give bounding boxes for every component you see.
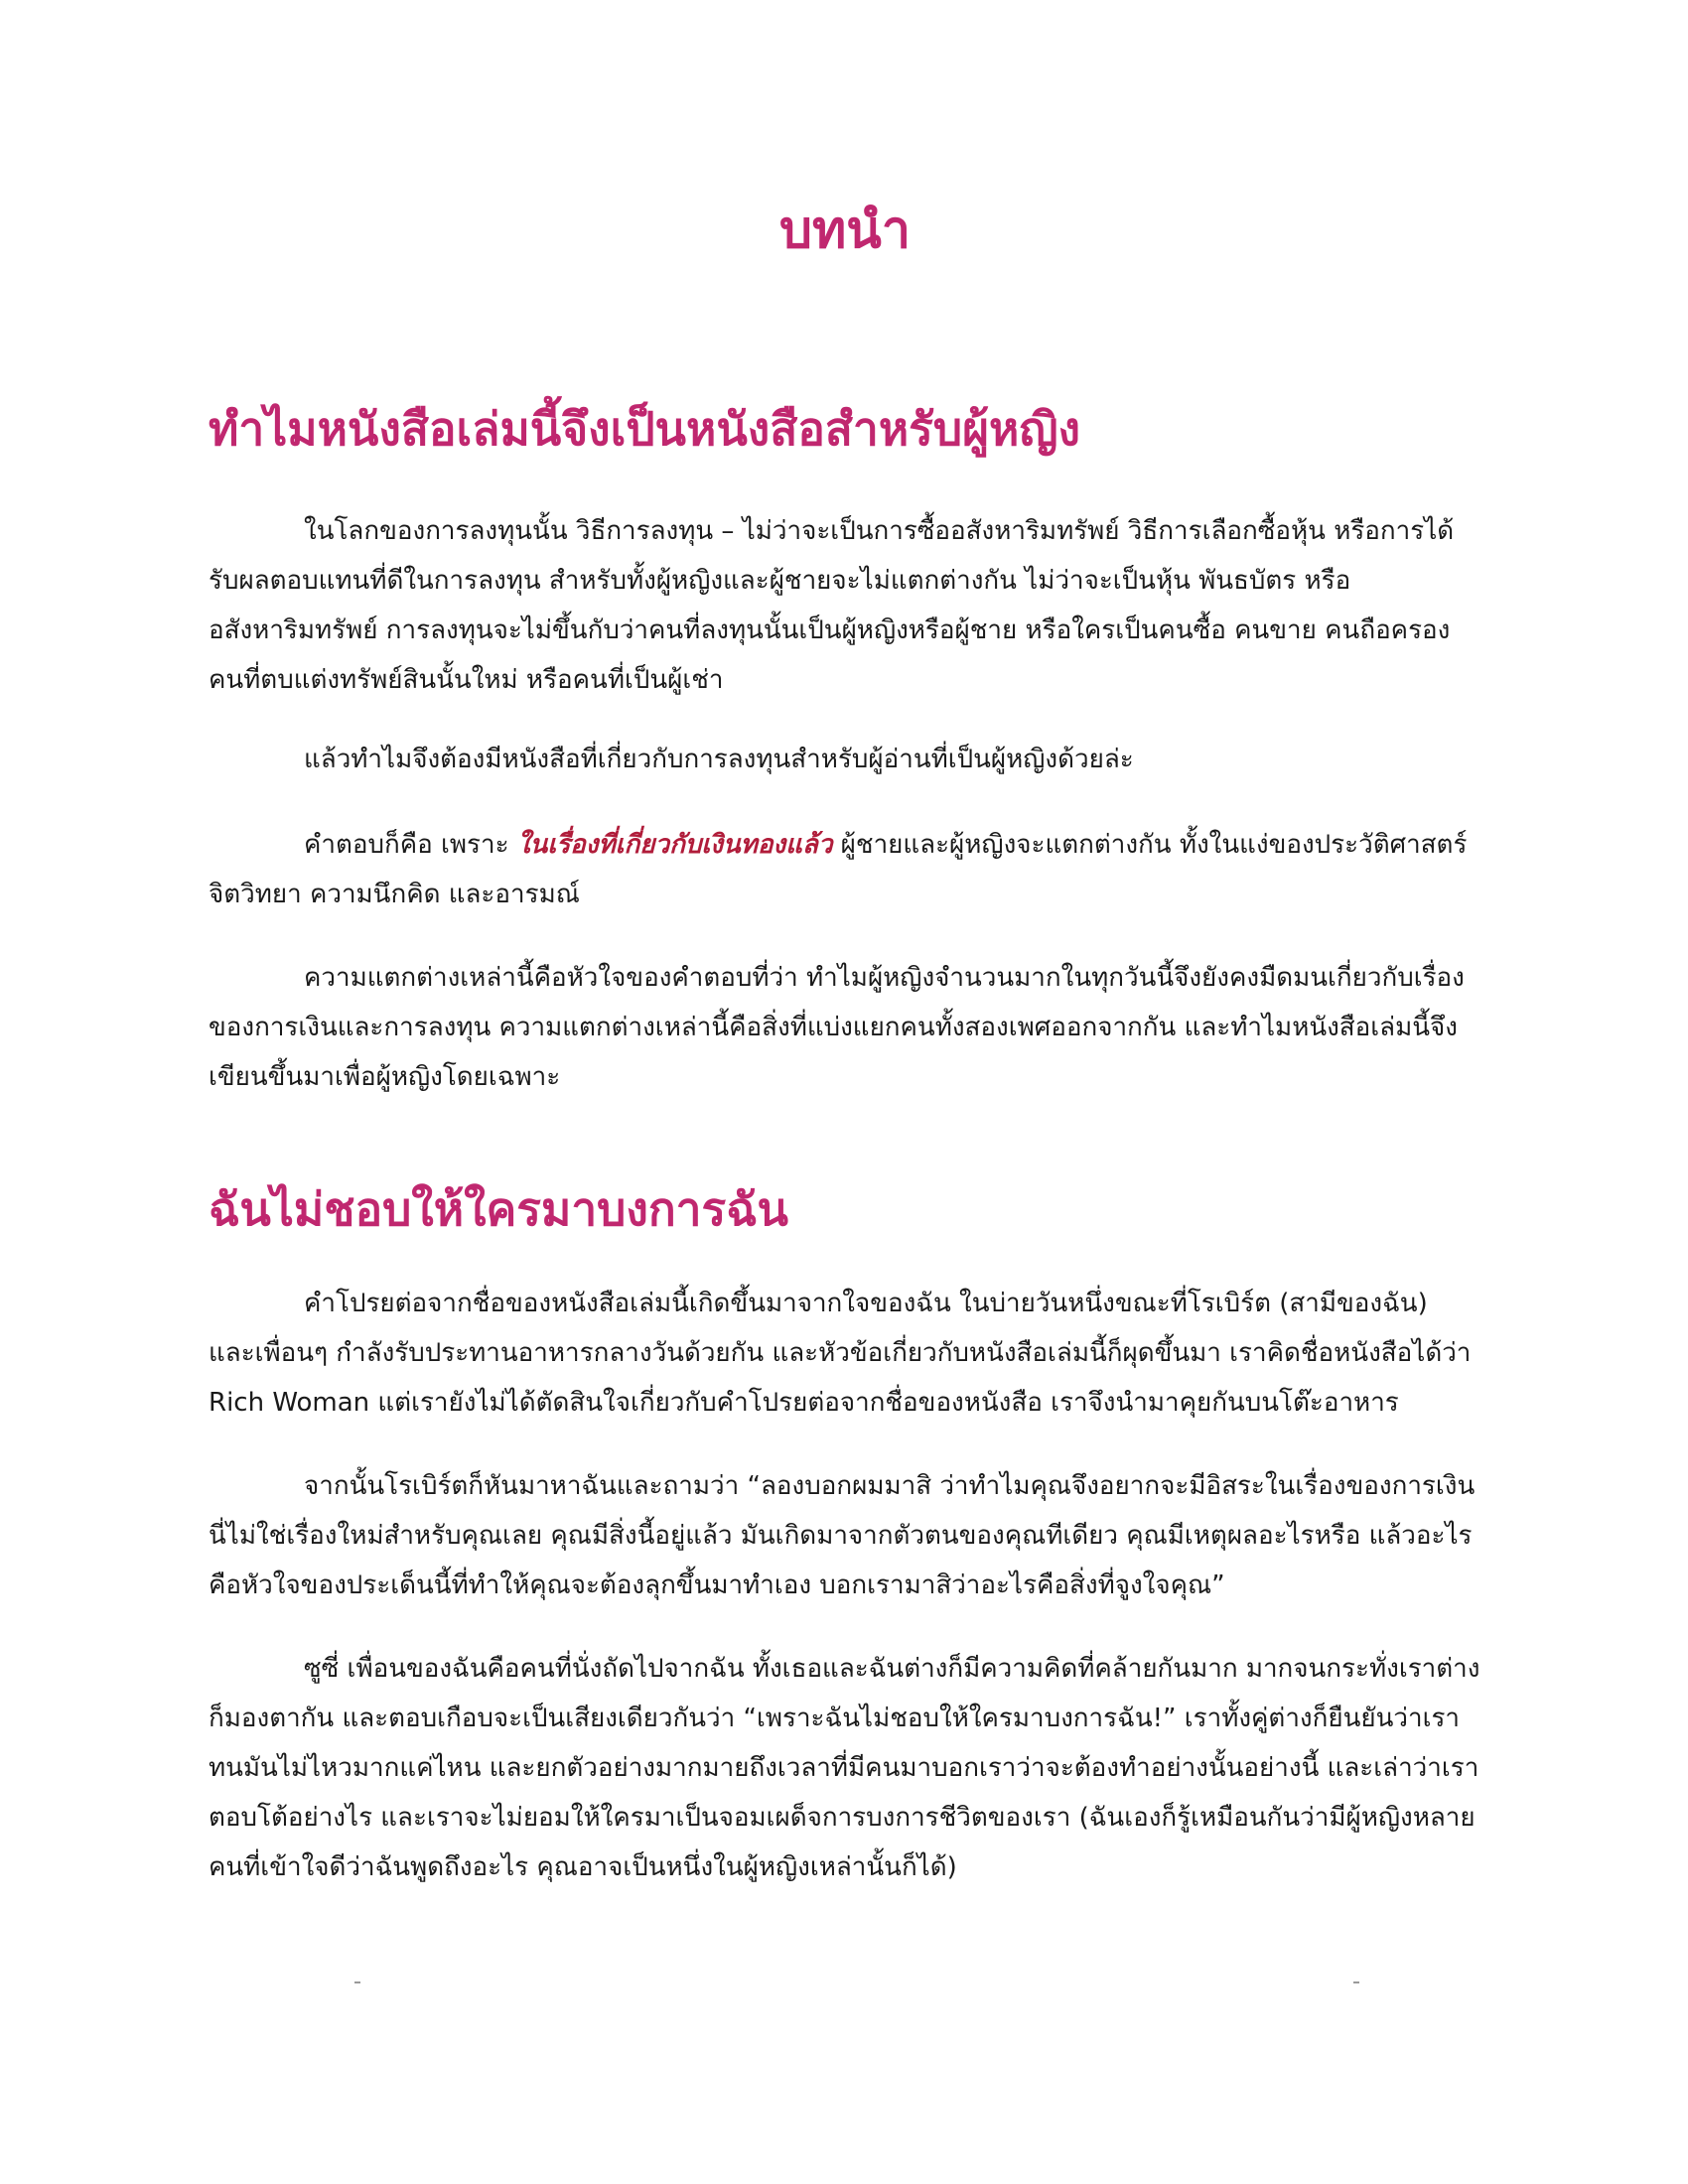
section-heading-why-women: ทำไมหนังสือเล่มนี้จึงเป็นหนังสือสำหรับผู้หญิง xyxy=(209,402,1080,456)
paragraph-investing-same: ในโลกของการลงทุนนั้น วิธีการลงทุน – ไม่ว่าจะเป็นการซื้ออสังหาริมทรัพย์ วิธีการเลือกซื้อหุ้น หรือการได้รับผลตอบแทนที่ดีในการลงทุน สำหรับทั้งผู้หญิงและผู้ชายจะไม่แตกต่างกัน ไม่ว่าจะเป็นหุ้น พันธบัตร หรืออสังหาริมทรัพย์ การลงทุนจะไม่ขึ้นกับว่าคนที่ลงทุนนั้นเป็นผู้หญิงหรือผู้ชาย หรือใครเป็นคนซื้อ คนขาย คนถือครอง คนที่ตบแต่งทรัพย์สินนั้นใหม่ หรือคนที่เป็นผู้เช่า xyxy=(209,516,1455,695)
page-mark-left xyxy=(354,1981,360,1983)
paragraph-differences: ความแตกต่างเหล่านี้คือหัวใจของคำตอบที่ว่า ทำไมผู้หญิงจำนวนมากในทุกวันนี้จึงยังคงมืดมนเกี่ยวกับเรื่องของการเงินและการลงทุน ความแตกต่างเหล่านี้คือสิ่งที่แบ่งแยกคนทั้งสองเพศออกจากกัน และทำไมหนังสือเล่มนี้จึงเขียนขึ้นมาเพื่อผู้หญิงโดยเฉพาะ xyxy=(209,963,1465,1092)
paragraph-answer xyxy=(209,820,1481,919)
answer-trailing-text: ผู้ชายและผู้หญิงจะแตกต่างกัน ทั้งในแง่ของประวัติศาสตร์ จิตวิทยา ความนึกคิด และอารมณ์ xyxy=(209,830,1468,909)
paragraph-subtitle-origin: คำโปรยต่อจากชื่อของหนังสือเล่มนี้เกิดขึ้นมาจากใจของฉัน ในบ่ายวันหนึ่งขณะที่โรเบิร์ต (สามีของฉัน) และเพื่อนๆ กำลังรับประทานอาหารกลางวันด้วยกัน และหัวข้อเกี่ยวกับหนังสือเล่มนี้ก็ผุดขึ้นมา เราคิดชื่อหนังสือได้ว่า Rich Woman แต่เรายังไม่ได้ตัดสินใจเกี่ยวกับคำโปรยต่อจากชื่อของหนังสือ เราจึงนำมาคุยกันบนโต๊ะอาหาร xyxy=(209,1289,1472,1418)
paragraph-robert-question: จากนั้นโรเบิร์ตก็หันมาหาฉันและถามว่า “ลองบอกผมมาสิ ว่าทำไมคุณจึงอยากจะมีอิสระในเรื่องของการเงินนี่ไม่ใช่เรื่องใหม่สำหรับคุณเลย คุณมีสิ่งนี้อยู่แล้ว มันเกิดมาจากตัวตนของคุณทีเดียว คุณมีเหตุผลอะไรหรือ แล้วอะไรคือหัวใจของประเด็นนี้ที่ทำให้คุณจะต้องลุกขึ้นมาทำเอง บอกเรามาสิว่าอะไรคือสิ่งที่จูงใจคุณ” xyxy=(209,1471,1476,1600)
chapter-title: บทนำ xyxy=(778,201,912,260)
section-heading-no-boss: ฉันไม่ชอบให้ใครมาบงการฉัน xyxy=(209,1182,788,1236)
emphasized-phrase: ในเรื่องที่เกี่ยวกับเงินทองแล้ว xyxy=(516,830,833,860)
page-mark-right xyxy=(1353,1981,1359,1983)
paragraph-why-book: แล้วทำไมจึงต้องมีหนังสือที่เกี่ยวกับการลงทุนสำหรับผู้อ่านที่เป็นผู้หญิงด้วยล่ะ xyxy=(304,745,1134,774)
paragraph-suzy-answer: ซูซี่ เพื่อนของฉันคือคนที่นั่งถัดไปจากฉัน ทั้งเธอและฉันต่างก็มีความคิดที่คล้ายกันมาก มากจนกระทั่งเราต่างก็มองตากัน และตอบเกือบจะเป็นเสียงเดียวกันว่า “เพราะฉันไม่ชอบให้ใครมาบงการฉัน!” เราทั้งคู่ต่างก็ยืนยันว่าเราทนมันไม่ไหวมากแค่ไหน และยกตัวอย่างมากมายถึงเวลาที่มีคนมาบอกเราว่าจะต้องทำอย่างนั้นอย่างนี้ และเล่าว่าเราตอบโต้อย่างไร และเราจะไม่ยอมให้ใครมาเป็นจอมเผด็จการบงการชีวิตของเรา (ฉันเองก็รู้เหมือนกันว่ามีผู้หญิงหลายคนที่เข้าใจดีว่าฉันพูดถึงอะไร คุณอาจเป็นหนึ่งในผู้หญิงเหล่านั้นก็ได้) xyxy=(209,1654,1480,1882)
answer-lead-text: คำตอบก็คือ เพราะ xyxy=(304,830,517,860)
